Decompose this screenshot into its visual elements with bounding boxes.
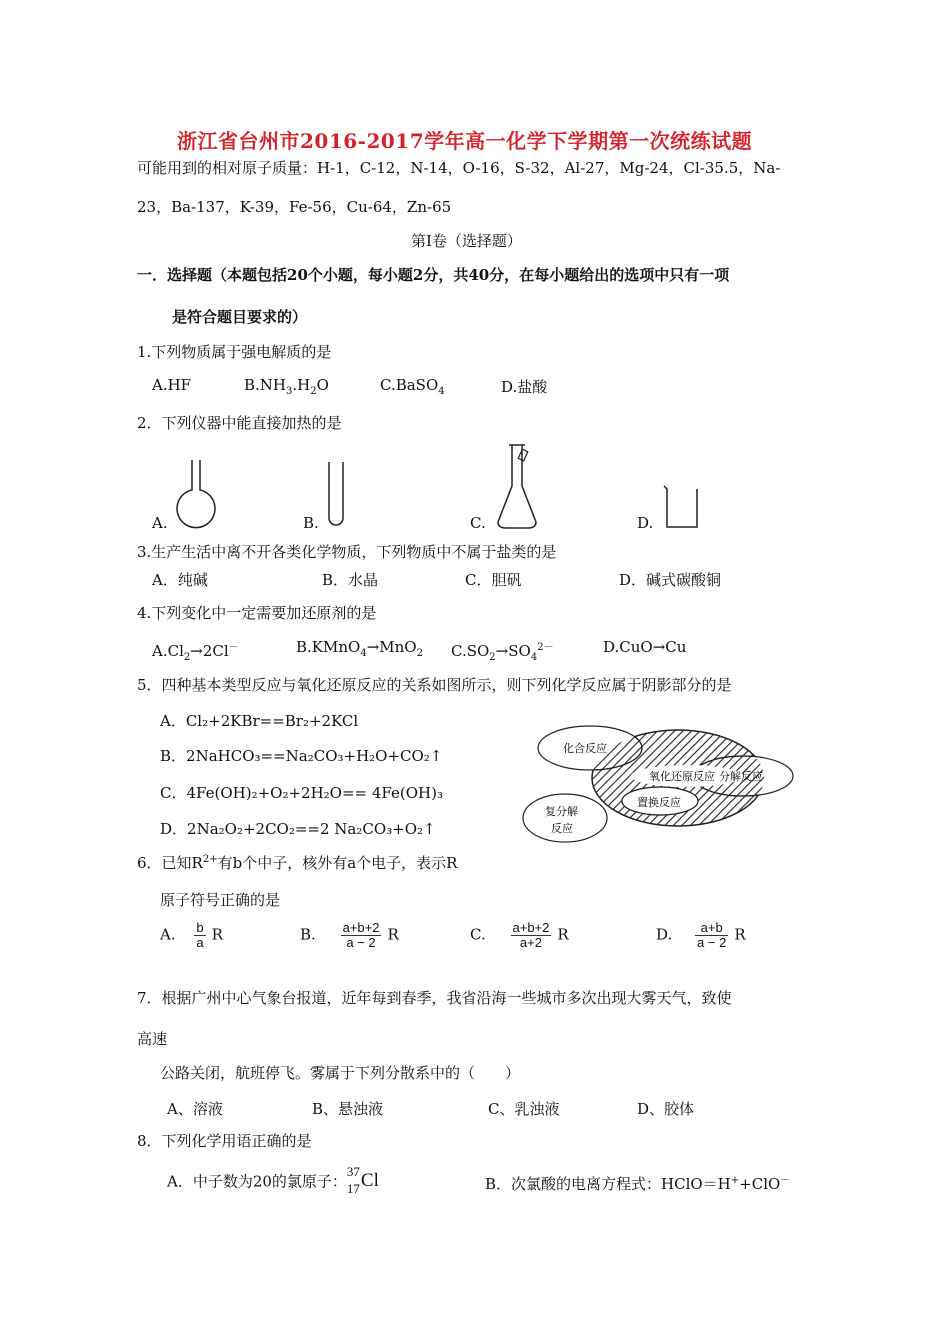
q3-option-c: C．胆矾 <box>465 571 522 589</box>
q5-option-d: D．2Na₂O₂+2CO₂==2 Na₂CO₃+O₂↑ <box>160 820 436 838</box>
atomic-mass-line1: 可能用到的相对原子质量：H-1，C-12，N-14，O-16，S-32，Al-27，Mg-24，Cl-35.5，Na- <box>137 159 781 177</box>
q7-stem-line1: 7．根据广州中心气象台报道，近年每到春季，我省沿海一些城市多次出现大雾天气，致使 <box>137 989 732 1007</box>
q2-option-a: A. <box>152 514 168 532</box>
test-tube-icon <box>324 460 348 530</box>
q7-stem-line3: 公路关闭，航班停飞。雾属于下列分散系中的（ ） <box>160 1064 521 1082</box>
q6-option-d: D. $\frac{a+b}{a - 2}$ R <box>656 920 746 950</box>
section1-line1: 一．选择题（本题包括20个小题，每小题2分，共40分，在每小题给出的选项中只有一项 <box>137 266 730 284</box>
section1-line2: 是符合题目要求的） <box>172 308 308 326</box>
q5-stem: 5．四种基本类型反应与氧化还原反应的关系如图所示，则下列化学反应属于阴影部分的是 <box>137 676 732 694</box>
q1-option-c: C.BaSO$_4$ <box>380 376 445 397</box>
reaction-relationship-diagram <box>515 720 795 846</box>
q7-stem-line2: 高速 <box>137 1030 168 1048</box>
q6-stem-line2: 原子符号正确的是 <box>160 891 281 909</box>
q4-option-b: B.KMnO$_4$→MnO$_2$ <box>296 638 423 659</box>
q1-option-d: D.盐酸 <box>501 378 548 396</box>
q6-option-a: A. $\frac{b}{a}$ R <box>160 920 223 950</box>
q3-stem: 3.生产生活中离不开各类化学物质，下列物质中不属于盐类的是 <box>137 543 557 561</box>
q1-stem: 1.下列物质属于强电解质的是 <box>137 343 332 361</box>
atomic-mass-line2: 23，Ba-137，K-39，Fe-56，Cu-64，Zn-65 <box>137 198 452 216</box>
document-title: 浙江省台州市2016-2017学年高一化学下学期第一次统练试题 <box>177 129 753 153</box>
q7-option-a: A、溶液 <box>167 1100 223 1118</box>
q6-stem-line1: 6．已知$R^{2+}$有b个中子，核外有a个电子，表示R <box>137 854 458 872</box>
q3-option-b: B．水晶 <box>322 571 379 589</box>
volumetric-flask-icon <box>494 442 540 532</box>
q3-option-a: A．纯碱 <box>152 571 208 589</box>
displacement-label: 置换反应 <box>637 796 681 809</box>
chlorine-isotope-symbol: 37 17 Cl <box>346 1164 379 1196</box>
q1-option-a: A.HF <box>152 376 192 394</box>
beaker-icon <box>662 484 702 530</box>
q7-option-d: D、胶体 <box>637 1100 695 1118</box>
q5-option-a: A．Cl₂+2KBr==Br₂+2KCl <box>160 712 359 730</box>
q4-option-a: $A.Cl_2\to 2Cl^-$ <box>152 642 239 663</box>
q7-option-b: B、悬浊液 <box>312 1100 384 1118</box>
q2-option-b: B. <box>303 514 319 532</box>
combination-label: 化合反应 <box>563 742 607 755</box>
q8-stem: 8．下列化学用语正确的是 <box>137 1132 312 1150</box>
q1-option-b: $B.NH_3.H_2O$ <box>244 376 329 397</box>
decomposition-label: 分解反应 <box>719 770 763 783</box>
q6-option-b: B. $\frac{a+b+2}{a - 2}$ R <box>300 920 399 950</box>
q5-option-c: C．4Fe(OH)₂+O₂+2H₂O== 4Fe(OH)₃ <box>160 784 443 802</box>
q2-stem: 2．下列仪器中能直接加热的是 <box>137 414 342 432</box>
q6-option-c: C. $\frac{a+b+2}{a+2}$ R <box>470 920 569 950</box>
q8-option-a: A．中子数为20的氯原子： 37 17 Cl <box>167 1164 385 1198</box>
q2-option-c: C. <box>470 514 486 532</box>
part-title: 第Ⅰ卷（选择题） <box>411 232 522 250</box>
q3-option-d: D．碱式碳酸铜 <box>619 571 722 589</box>
q4-option-d: D.CuO→Cu <box>603 638 687 656</box>
q5-option-b: B．2NaHCO₃==Na₂CO₃+H₂O+CO₂↑ <box>160 747 443 765</box>
q2-option-d: D. <box>637 514 654 532</box>
redox-label: 氧化还原反应 <box>649 770 715 783</box>
q7-option-c: C、乳浊液 <box>488 1100 560 1118</box>
q4-stem: 4.下列变化中一定需要加还原剂的是 <box>137 604 377 622</box>
q8-option-b: B．次氯酸的电离方程式：HClO＝H++ClO－ <box>485 1175 791 1193</box>
double-decomposition-label-2: 反应 <box>551 822 573 835</box>
q4-option-c: $C.SO_2\to SO_4^{2-}$ <box>451 642 554 663</box>
double-decomposition-label-1: 复分解 <box>545 805 578 818</box>
round-flask-icon <box>172 458 220 530</box>
